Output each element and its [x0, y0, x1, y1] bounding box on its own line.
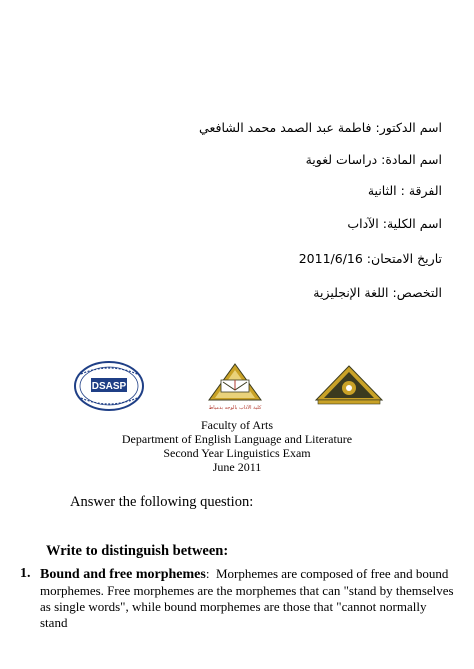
college-name-line: اسم الكلية: الآداب	[347, 216, 442, 231]
exam-month: June 2011	[212, 460, 262, 474]
dsasp-logo	[73, 360, 145, 412]
question-title: Bound and free morphemes	[40, 567, 206, 582]
instruction-text: Answer the following question:	[70, 494, 254, 510]
faculty-pyramid-logo	[205, 362, 265, 412]
question-number: 1.	[20, 566, 31, 581]
specialization-line: التخصص: اللغة الإنجليزية	[313, 285, 442, 300]
question-item	[20, 566, 456, 631]
faculty-name: Faculty of Arts	[201, 418, 273, 432]
middle-logo-caption: كلية الآداب بالوجه بدمياط	[208, 405, 262, 411]
dsasp-badge-text: DSASP	[91, 381, 127, 392]
year-level-line: الفرقة : الثانية	[367, 183, 442, 198]
department-name: Department of English Language and Literature	[121, 432, 353, 446]
subject-name-line: اسم المادة: دراسات لغوية	[305, 152, 442, 167]
question-body	[40, 566, 456, 631]
question-separator: :	[205, 566, 210, 581]
section-title: Write to distinguish between:	[46, 543, 229, 559]
doctor-name-line: اسم الدكتور: فاطمة عبد الصمد محمد الشافعي	[199, 120, 442, 135]
university-crest-logo	[314, 364, 384, 406]
question-text: Morphemes are composed of free and bound morphemes. Free morphemes are the morphemes that can "stand by themselves as single words", while bound morphemes are those that "cannot normally stand	[40, 566, 457, 630]
exam-date-line: تاريخ الامتحان: 2011/6/16	[298, 251, 442, 266]
exam-title: Second Year Linguistics Exam	[163, 446, 311, 460]
